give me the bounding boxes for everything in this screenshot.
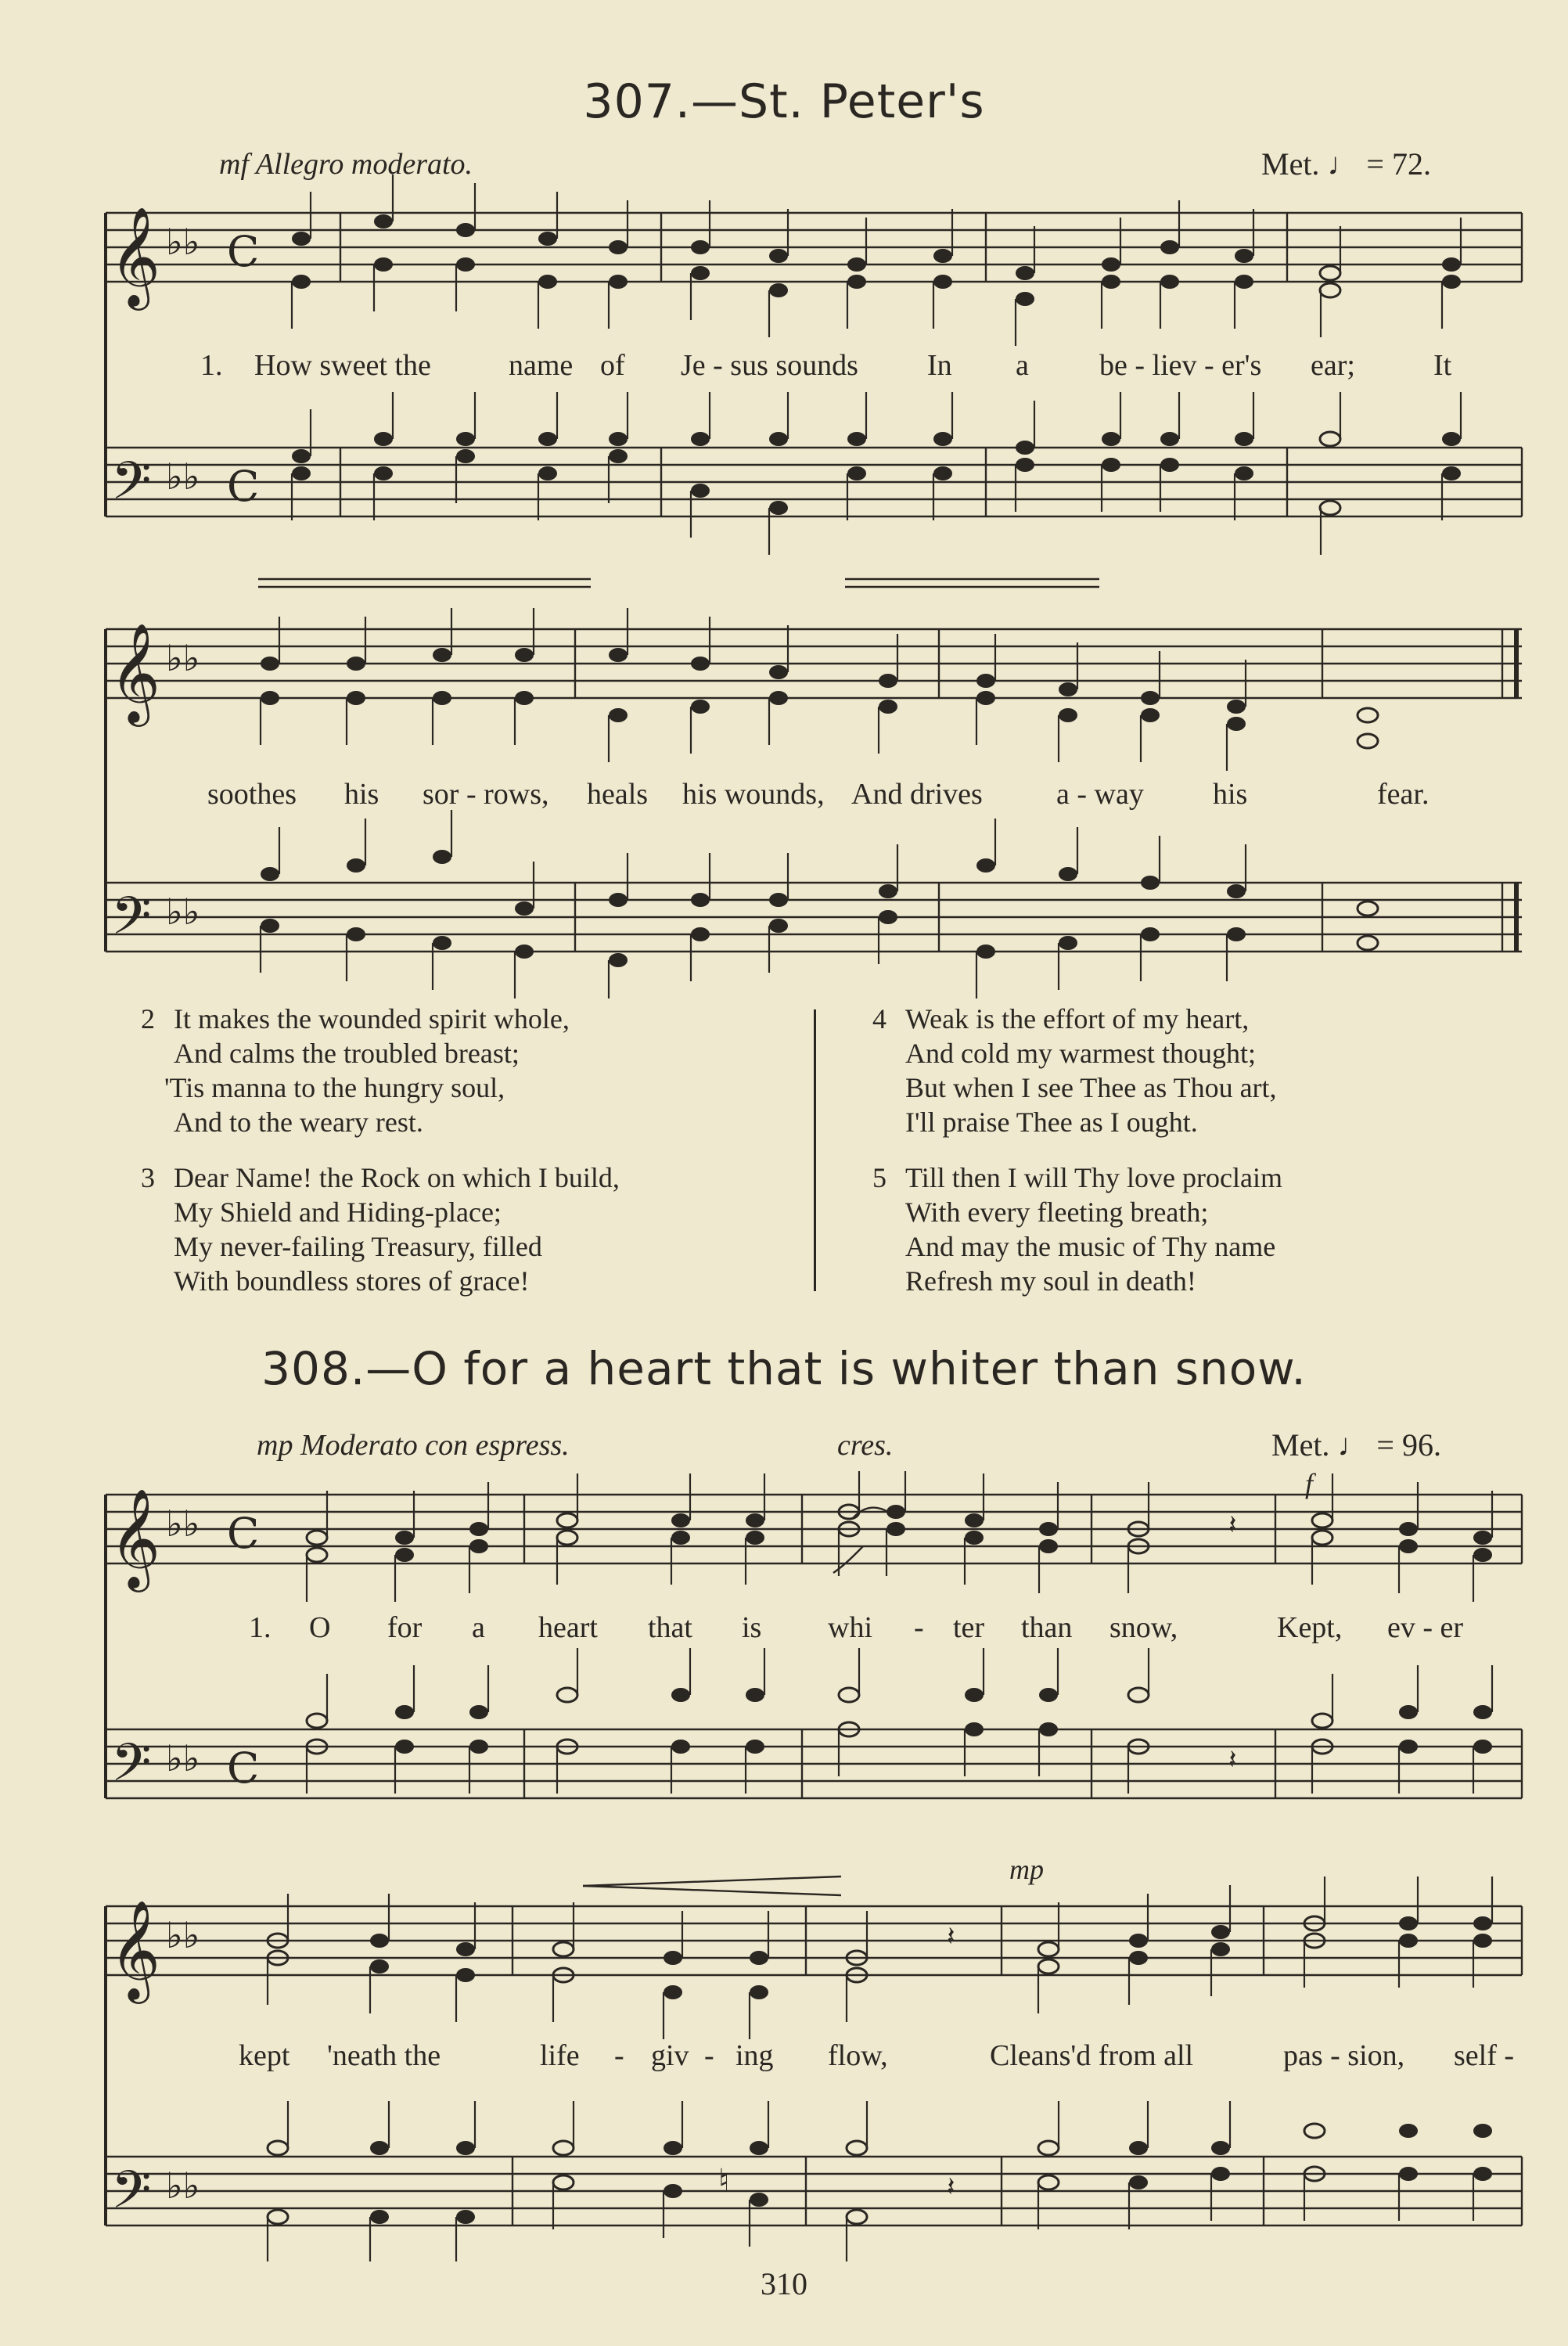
hymn-308-s1-lyric-13: ev - er	[1387, 1611, 1464, 1644]
svg-text:𝄽: 𝄽	[947, 1921, 955, 1952]
hymn-307-s1-lyric-8: ear;	[1311, 349, 1355, 382]
verse-line: And to the weary rest.	[174, 1106, 423, 1138]
hymn-308-s2-lyric-10: pas - sion,	[1283, 2039, 1405, 2072]
svg-text:♭♭: ♭♭	[166, 1737, 200, 1779]
svg-text:𝄢: 𝄢	[111, 1733, 152, 1805]
hymn-307-verse-2	[141, 1002, 814, 1139]
hymn-308-title: 308.—O for a heart that is whiter than snow.	[261, 1342, 1307, 1395]
hymn-308-mezzo-piano: mp	[1009, 1854, 1044, 1885]
hymn-307-s1-lyric-9: It	[1433, 349, 1452, 382]
verse-column-divider	[814, 1009, 816, 1291]
verse-line: My Shield and Hiding-place;	[174, 1196, 502, 1228]
hymn-307-system-1-score	[0, 0, 1568, 563]
svg-text:𝄽: 𝄽	[1228, 1744, 1237, 1776]
hymn-307-s1-lyric-3: of	[600, 349, 625, 382]
hymn-308-s1-lyric-8: -	[914, 1611, 924, 1644]
svg-text:C: C	[227, 462, 260, 511]
hymn-308-s1-lyric-12: Kept,	[1277, 1611, 1343, 1644]
hymn-308-metronome: Met. ♩ = 96.	[1271, 1427, 1441, 1463]
svg-text:C: C	[227, 1509, 260, 1558]
hymn-308-s2-lyric-5: giv	[651, 2039, 689, 2072]
verse-line: I'll praise Thee as I ought.	[905, 1106, 1198, 1138]
hymn-308-tempo: mp Moderato con espress.	[257, 1429, 570, 1462]
hymn-308-s1-lyric-10: than	[1021, 1611, 1073, 1644]
verse-line: And calms the troubled breast;	[174, 1038, 520, 1069]
svg-text:𝄢: 𝄢	[111, 2160, 152, 2233]
hymn-307-s1-lyric-5: In	[927, 349, 952, 382]
hymn-307-s1-lyric-verse-num: 1.	[200, 349, 223, 382]
hymn-308-s2-lyric-8: flow,	[828, 2039, 888, 2072]
hymn-308-cres: cres.	[837, 1429, 894, 1462]
hymn-307-tempo: mf Allegro moderato.	[219, 148, 473, 181]
verse-number: 4	[872, 1003, 886, 1034]
verse-line: With every fleeting breath;	[905, 1196, 1209, 1228]
hymn-308-s2-lyric-2: 'neath the	[327, 2039, 441, 2072]
hymn-308-s1-lyric-5: that	[648, 1611, 692, 1644]
hymn-308-s2-lyric-7: ing	[735, 2039, 774, 2072]
svg-text:♭♭: ♭♭	[166, 891, 200, 933]
page-number: 310	[761, 2266, 807, 2301]
svg-text:♭♭: ♭♭	[166, 637, 200, 679]
hymn-308-s2-lyric-9: Cleans'd from all	[990, 2039, 1194, 2072]
hymn-308-s2-lyric-6: -	[704, 2039, 714, 2072]
hymn-308-s2-lyric-11: self -	[1454, 2039, 1515, 2072]
hymn-308-s1-lyric-1: O	[309, 1611, 331, 1644]
hymn-307-s2-lyric-1: soothes	[207, 778, 297, 811]
hymn-307-s2-lyric-6: And drives	[851, 778, 983, 811]
svg-text:C: C	[227, 227, 260, 276]
svg-text:𝄢: 𝄢	[111, 886, 152, 959]
hymn-307-verse-3	[141, 1160, 814, 1298]
svg-text:♭♭: ♭♭	[166, 2164, 200, 2207]
hymn-308-s1-lyric-4: heart	[538, 1611, 598, 1644]
verse-line: Weak is the effort of my heart,	[905, 1003, 1250, 1034]
verse-number: 5	[872, 1162, 886, 1193]
hymn-307-verse-5	[872, 1160, 1498, 1298]
verse-number: 3	[141, 1162, 155, 1193]
verse-line: With boundless stores of grace!	[174, 1265, 530, 1297]
hymn-307-s2-lyric-9: fear.	[1377, 778, 1430, 811]
hymn-307-s1-lyric-6: a	[1016, 349, 1029, 382]
hymn-307-s2-lyric-5: his wounds,	[682, 778, 825, 811]
hymn-307-s2-lyric-2: his	[344, 778, 379, 811]
svg-text:𝄽: 𝄽	[1228, 1509, 1237, 1541]
svg-text:C: C	[227, 1743, 260, 1793]
verse-line: And may the music of Thy name	[905, 1231, 1276, 1262]
svg-text:𝄞: 𝄞	[110, 1899, 161, 1999]
hymn-308-s1-lyric-11: snow,	[1109, 1611, 1178, 1644]
verse-line: Refresh my soul in death!	[905, 1265, 1196, 1297]
hymn-307-s1-lyric-7: be - liev - er's	[1099, 349, 1262, 382]
verse-line: Till then I will Thy love proclaim	[905, 1162, 1282, 1193]
verse-line: Dear Name! the Rock on which I build,	[174, 1162, 620, 1193]
verse-line: 'Tis manna to the hungry soul,	[164, 1072, 505, 1103]
hymn-308-s1-lyric-verse-num: 1.	[249, 1611, 272, 1644]
verse-number: 2	[141, 1003, 155, 1034]
hymn-308-forte: f	[1305, 1468, 1314, 1499]
verse-line: But when I see Thee as Thou art,	[905, 1072, 1277, 1103]
hymn-307-verse-4	[872, 1002, 1498, 1139]
svg-text:𝄽: 𝄽	[947, 2171, 955, 2203]
verse-line: My never-failing Treasury, filled	[174, 1231, 542, 1262]
svg-text:♮: ♮	[718, 2163, 730, 2199]
hymn-308-s2-lyric-3: life	[540, 2039, 580, 2072]
hymn-307-s2-lyric-4: heals	[587, 778, 649, 811]
hymn-307-s2-lyric-7: a - way	[1056, 778, 1144, 811]
svg-text:𝄞: 𝄞	[110, 206, 161, 306]
hymn-307-metronome: Met. ♩ = 72.	[1261, 146, 1431, 182]
hymn-307-noteheads-1	[292, 214, 1461, 515]
verse-line: It makes the wounded spirit whole,	[174, 1003, 570, 1034]
svg-text:𝄢: 𝄢	[111, 451, 152, 524]
hymn-307-s1-lyric-1: How sweet the	[254, 349, 431, 382]
hymn-308-s1-lyric-9: ter	[953, 1611, 985, 1644]
svg-text:♭♭: ♭♭	[166, 1502, 200, 1545]
verse-line: And cold my warmest thought;	[905, 1038, 1256, 1069]
hymn-307-s1-lyric-4: Je - sus sounds	[681, 349, 858, 382]
hymn-308-s2-lyric-1: kept	[239, 2039, 290, 2072]
hymn-307-s1-lyric-2: name	[509, 349, 574, 382]
hymn-308-s2-lyric-4: -	[614, 2039, 624, 2072]
svg-text:♭♭: ♭♭	[166, 455, 200, 498]
svg-text:♭♭: ♭♭	[166, 1914, 200, 1956]
hymn-307-title: 307.—St. Peter's	[583, 74, 985, 129]
hymn-307-s2-lyric-8: his	[1213, 778, 1248, 811]
hymn-307-s2-lyric-3: sor - rows,	[423, 778, 549, 811]
svg-text:𝄞: 𝄞	[110, 1488, 161, 1588]
hymn-308-s1-lyric-6: is	[742, 1611, 762, 1644]
hymn-308-s1-lyric-7: whi	[828, 1611, 872, 1644]
svg-text:♭♭: ♭♭	[166, 221, 200, 263]
svg-text:𝄞: 𝄞	[110, 622, 161, 722]
hymn-308-s1-lyric-3: a	[472, 1611, 485, 1644]
hymn-308-s1-lyric-2: for	[387, 1611, 423, 1644]
